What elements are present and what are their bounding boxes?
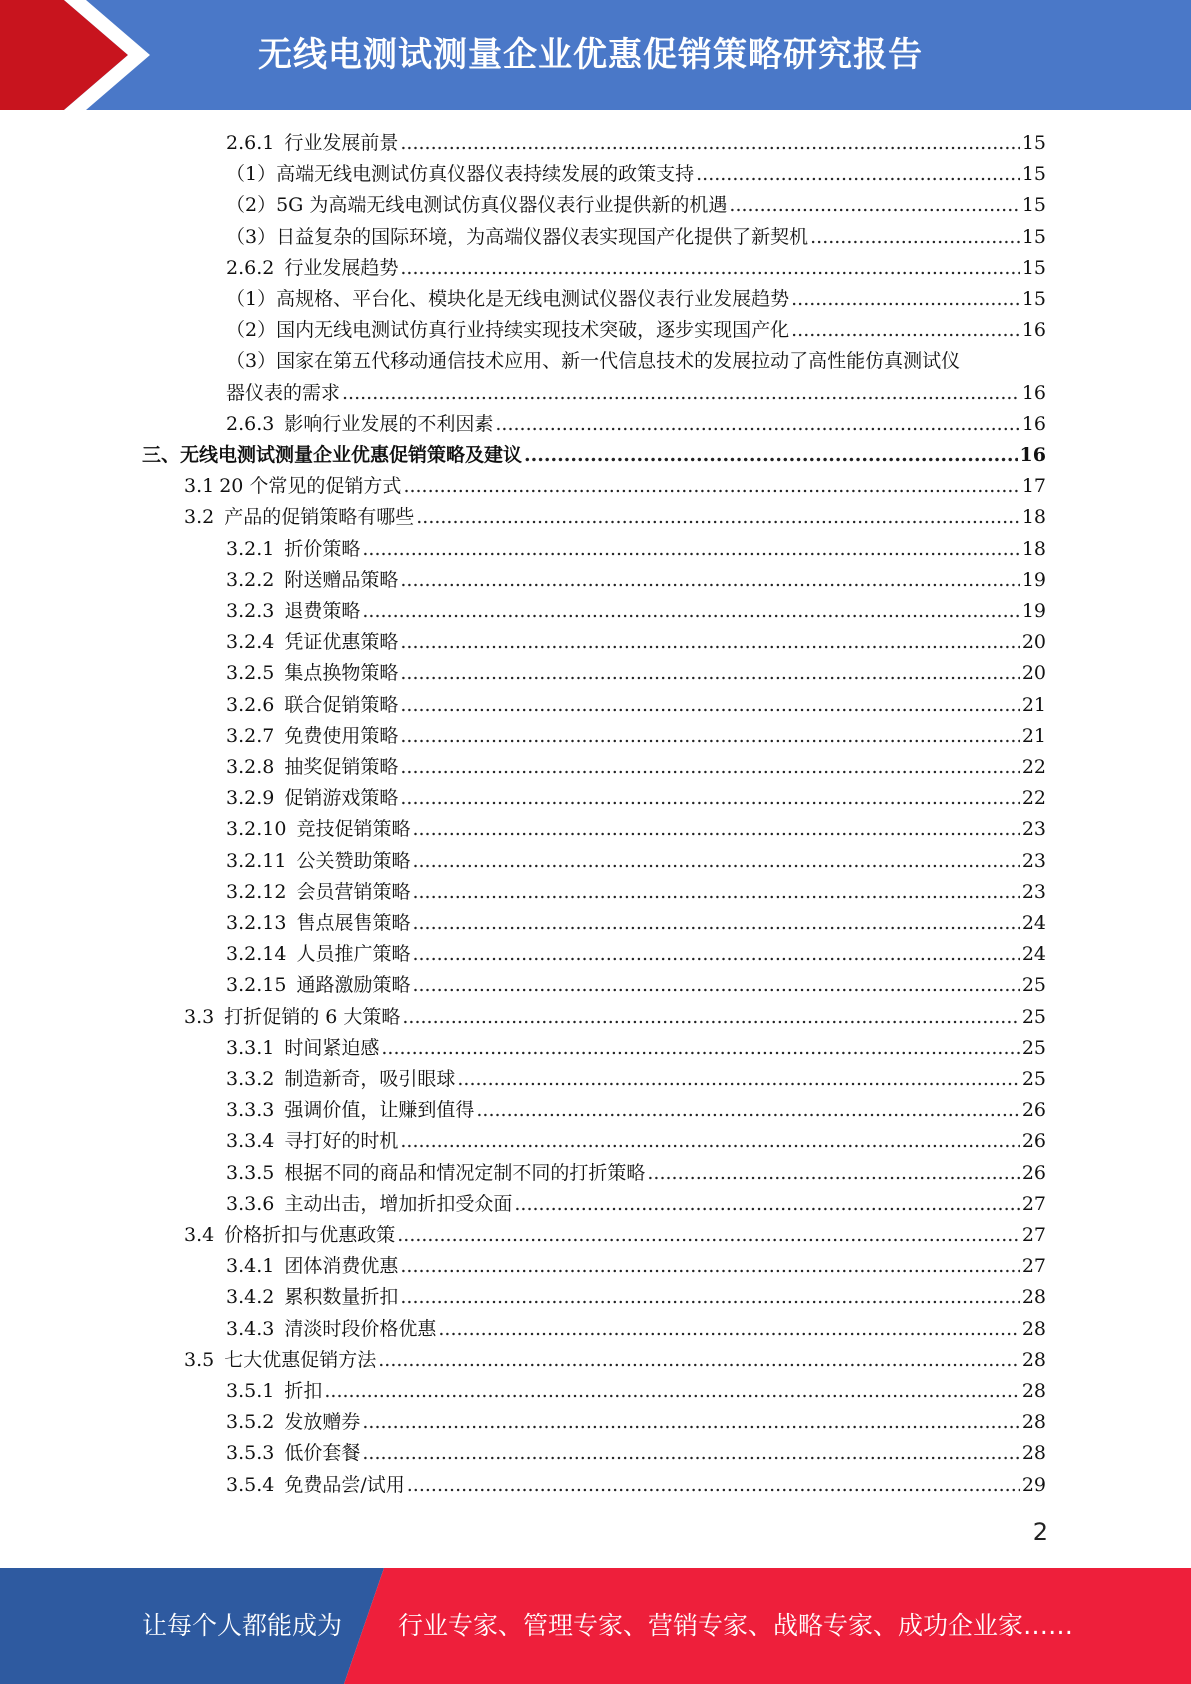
- toc-entry-number: （1）: [226, 288, 277, 310]
- toc-entry-title: 免费使用策略: [284, 724, 399, 747]
- toc-entry-title: 七大优惠促销方法: [224, 1348, 377, 1371]
- toc-entry-title: 折扣: [284, 1380, 323, 1402]
- toc-entry[interactable]: [226, 1407, 1046, 1438]
- toc-leader-dots: [791, 284, 1020, 315]
- toc-chapter-entry[interactable]: [142, 440, 1046, 471]
- toc-entry-number: 3.2.6: [226, 693, 275, 716]
- toc-entry[interactable]: [184, 1002, 1046, 1033]
- toc-entry[interactable]: [226, 409, 1046, 440]
- toc-entry-title: 无线电测试测量企业优惠促销策略及建议: [180, 444, 523, 466]
- toc-entry-page: 18: [1021, 537, 1046, 560]
- toc-entry-page: 19: [1021, 568, 1046, 591]
- toc-entry-number: 3.2: [184, 506, 215, 529]
- toc-entry-number: 3.2.11: [226, 849, 287, 872]
- toc-entry-number: 3.2.2: [226, 568, 275, 591]
- toc-entry-number: 3.5.4: [226, 1473, 275, 1496]
- toc-entry-page: 15: [1021, 163, 1046, 186]
- toc-leader-dots: [400, 253, 1019, 284]
- toc-entry[interactable]: [226, 190, 1046, 221]
- toc-leader-dots: [514, 1189, 1019, 1220]
- toc-entry[interactable]: [226, 690, 1046, 721]
- toc-entry-number: 2.6.3: [226, 412, 275, 435]
- toc-leader-dots: [729, 190, 1019, 221]
- toc-entry-page: 22: [1021, 756, 1046, 778]
- toc-entry[interactable]: [226, 939, 1046, 970]
- toc-entry-page: 24: [1021, 943, 1046, 966]
- toc-leader-dots: [362, 1407, 1019, 1438]
- toc-entry-title: 主动出击，增加折扣受众面: [284, 1192, 513, 1215]
- toc-entry[interactable]: [226, 1282, 1046, 1313]
- header-title: 无线电测试测量企业优惠促销策略研究报告: [258, 35, 923, 75]
- toc-leader-dots: [402, 1002, 1019, 1033]
- page-footer: [0, 1568, 1191, 1684]
- toc-entry-number: 3.2.12: [226, 880, 287, 903]
- toc-entry-number: 3.3.2: [226, 1068, 275, 1090]
- toc-entry-number: 3.3.1: [226, 1036, 275, 1059]
- toc-entry-title: 人员推广策略: [296, 943, 411, 966]
- toc-leader-dots: [400, 565, 1019, 596]
- toc-entry-title: 附送赠品策略: [284, 568, 399, 591]
- toc-entry-title: 清淡时段价格优惠: [284, 1317, 437, 1340]
- toc-entry[interactable]: [226, 783, 1046, 814]
- toc-entry-title: 促销游戏策略: [284, 787, 399, 810]
- toc-entry-page: 16: [1019, 444, 1046, 466]
- toc-entry-title: 根据不同的商品和情况定制不同的打折策略: [284, 1161, 646, 1184]
- footer-slogan-left: 让每个人都能成为: [142, 1611, 343, 1640]
- toc-leader-dots: [524, 440, 1018, 471]
- toc-entry-number: 3.2.9: [226, 787, 275, 810]
- toc-entry-number: （3）: [226, 225, 277, 248]
- toc-entry-title: 强调价值，让赚到值得: [284, 1099, 475, 1122]
- toc-leader-dots: [412, 877, 1019, 908]
- toc-entry-title: 价格折扣与优惠政策: [224, 1224, 396, 1246]
- toc-entry-page: 16: [1021, 381, 1046, 404]
- toc-leader-dots: [412, 939, 1019, 970]
- toc-entry[interactable]: [226, 284, 1046, 315]
- toc-entry[interactable]: [226, 315, 1046, 346]
- toc-leader-dots: [412, 846, 1019, 877]
- toc-leader-dots: [403, 471, 1019, 502]
- toc-leader-dots: [400, 658, 1019, 689]
- footer-slogan-right: 行业专家、管理专家、营销专家、战略专家、成功企业家……: [398, 1611, 1074, 1640]
- toc-leader-dots: [412, 908, 1019, 939]
- toc-entry-title: 低价套餐: [284, 1442, 361, 1465]
- toc-entry-number: 3.5.2: [226, 1411, 275, 1434]
- toc-entry-page: 25: [1021, 1068, 1046, 1090]
- toc-entry[interactable]: [226, 1064, 1046, 1095]
- toc-entry-number: 3.3.4: [226, 1130, 275, 1153]
- toc-entry-number: 3.1: [184, 475, 215, 498]
- toc-entry-number: （2）: [226, 319, 277, 342]
- toc-entry[interactable]: [226, 846, 1046, 877]
- toc-entry[interactable]: [226, 1470, 1046, 1501]
- toc-entry-number: 3.2.14: [226, 943, 287, 966]
- toc-entry-title: 抽奖促销策略: [284, 756, 399, 778]
- toc-entry[interactable]: [226, 565, 1046, 596]
- toc-entry-number: 3.2.15: [226, 974, 287, 997]
- toc-entry-number: 3.2.8: [226, 756, 275, 778]
- toc-entry-page: 15: [1021, 256, 1046, 279]
- toc-entry[interactable]: [184, 1220, 1046, 1251]
- toc-leader-dots: [397, 1220, 1020, 1251]
- toc-entry-number: 3.2.3: [226, 600, 275, 622]
- toc-entry-number: 3.2.13: [226, 912, 287, 934]
- toc-entry[interactable]: [226, 378, 1046, 409]
- toc-entry-title: 高端无线电测试仿真仪器仪表持续发展的政策支持: [276, 163, 695, 186]
- toc-entry[interactable]: [226, 814, 1046, 845]
- toc-entry-title: 国内无线电测试仿真行业持续实现技术突破，逐步实现国产化: [276, 319, 790, 342]
- toc-entry-page: 16: [1021, 412, 1046, 435]
- toc-entry-page: 22: [1021, 787, 1046, 810]
- toc-entry[interactable]: [226, 1126, 1046, 1157]
- toc-entry-number: （2）: [226, 194, 277, 217]
- toc-leader-dots: [400, 1282, 1019, 1313]
- toc-entry-title: 凭证优惠策略: [284, 631, 399, 654]
- toc-entry[interactable]: [184, 471, 1046, 502]
- toc-leader-dots: [412, 814, 1019, 845]
- toc-entry-number: 3.2.10: [226, 818, 287, 841]
- toc-entry[interactable]: [226, 658, 1046, 689]
- toc-entry[interactable]: [226, 970, 1046, 1001]
- toc-entry[interactable]: [226, 877, 1046, 908]
- toc-entry-page: 27: [1021, 1255, 1046, 1278]
- toc-entry-page: 26: [1021, 1161, 1046, 1184]
- toc-leader-dots: [362, 1438, 1019, 1469]
- toc-leader-dots: [495, 409, 1019, 440]
- toc-entry-number: 3.5.1: [226, 1380, 275, 1402]
- toc-entry[interactable]: [226, 1376, 1046, 1407]
- toc-entry-page: 25: [1021, 974, 1046, 997]
- toc-leader-dots: [362, 534, 1019, 565]
- toc-entry-number: （3）: [226, 350, 277, 373]
- toc-entry-title: 团体消费优惠: [284, 1255, 399, 1278]
- toc-leader-dots: [400, 752, 1019, 783]
- toc-entry[interactable]: [226, 596, 1046, 627]
- toc-leader-dots: [476, 1095, 1019, 1126]
- toc-entry-page: 24: [1021, 912, 1046, 934]
- toc-entry[interactable]: [226, 1158, 1046, 1189]
- toc-entry-number: （1）: [226, 163, 277, 186]
- toc-entry[interactable]: [226, 1033, 1046, 1064]
- toc-entry-page: 25: [1021, 1005, 1046, 1028]
- toc-leader-dots: [791, 315, 1020, 346]
- toc-entry[interactable]: [226, 253, 1046, 284]
- toc-entry-page: 28: [1021, 1380, 1046, 1402]
- toc-entry-title-continued: 器仪表的需求: [226, 381, 341, 404]
- toc-entry-title: 退费策略: [284, 600, 361, 622]
- toc-entry-title: 会员营销策略: [296, 880, 411, 903]
- toc-entry-page: 23: [1021, 818, 1046, 841]
- toc-entry-number: 2.6.1: [226, 132, 275, 154]
- toc-entry-page: 27: [1021, 1224, 1046, 1246]
- toc-entry-number: 3.2.1: [226, 537, 275, 560]
- toc-entry-title: 累积数量折扣: [284, 1286, 399, 1309]
- toc-entry[interactable]: [226, 534, 1046, 565]
- toc-entry-title: 售点展售策略: [296, 912, 411, 934]
- toc-entry-title: 通路激励策略: [296, 974, 411, 997]
- toc-leader-dots: [400, 627, 1019, 658]
- toc-entry-page: 21: [1021, 693, 1046, 716]
- toc-entry-title: 制造新奇，吸引眼球: [284, 1068, 456, 1090]
- toc-entry-first-line[interactable]: [226, 346, 1046, 377]
- toc-entry-number: 3.4.2: [226, 1286, 275, 1309]
- toc-entry-page: 19: [1021, 600, 1046, 622]
- toc-entry-number: 2.6.2: [226, 256, 275, 279]
- toc-entry-page: 26: [1021, 1130, 1046, 1153]
- toc-entry-page: 15: [1021, 132, 1046, 154]
- toc-entry-page: 20: [1021, 631, 1046, 654]
- toc-entry-page: 23: [1021, 880, 1046, 903]
- toc-entry-title: 免费品尝/试用: [284, 1473, 405, 1496]
- toc-leader-dots: [400, 690, 1019, 721]
- toc-entry-title: 公关赞助策略: [296, 849, 411, 872]
- toc-entry[interactable]: [226, 752, 1046, 783]
- toc-entry-title: 国家在第五代移动通信技术应用、新一代信息技术的发展拉动了高性能仿真测试仪: [276, 350, 961, 373]
- toc-entry-page: 20: [1021, 662, 1046, 685]
- toc-leader-dots: [381, 1033, 1019, 1064]
- toc-entry-page: 17: [1021, 475, 1046, 498]
- toc-entry-number: 3.3: [184, 1005, 215, 1028]
- toc-entry-title: 行业发展趋势: [284, 256, 399, 279]
- toc-entry[interactable]: [226, 128, 1046, 159]
- toc-entry-title: 联合促销策略: [284, 693, 399, 716]
- toc-leader-dots: [438, 1314, 1019, 1345]
- toc-entry-title: 影响行业发展的不利因素: [284, 412, 494, 435]
- toc-entry-page: 15: [1021, 288, 1046, 310]
- toc-entry-page: 28: [1021, 1317, 1046, 1340]
- toc-entry[interactable]: [226, 627, 1046, 658]
- toc-entry[interactable]: [226, 908, 1046, 939]
- toc-entry-page: 27: [1021, 1192, 1046, 1215]
- toc-leader-dots: [407, 1470, 1020, 1501]
- toc-leader-dots: [400, 1251, 1019, 1282]
- toc-entry-title: 折价策略: [284, 537, 361, 560]
- toc-entry-page: 25: [1021, 1036, 1046, 1059]
- toc-leader-dots: [412, 970, 1019, 1001]
- toc-leader-dots: [378, 1345, 1020, 1376]
- toc-entry[interactable]: [184, 502, 1046, 533]
- toc-entry-number: 3.5.3: [226, 1442, 275, 1465]
- toc-entry-title: 竞技促销策略: [296, 818, 411, 841]
- toc-leader-dots: [400, 1126, 1019, 1157]
- toc-entry[interactable]: [226, 1314, 1046, 1345]
- toc-entry-number: 3.2.4: [226, 631, 275, 654]
- toc-entry-page: 21: [1021, 724, 1046, 747]
- toc-leader-dots: [696, 159, 1020, 190]
- toc-entry-number: 3.4: [184, 1224, 215, 1246]
- toc-entry[interactable]: [226, 1251, 1046, 1282]
- toc-entry-number: 3.4.3: [226, 1317, 275, 1340]
- toc-entry-page: 26: [1021, 1099, 1046, 1122]
- toc-leader-dots: [324, 1376, 1019, 1407]
- toc-entry-page: 15: [1021, 225, 1046, 248]
- toc-entry-title: 20 个常见的促销方式: [219, 475, 402, 498]
- toc-entry-number: 三、: [142, 444, 181, 466]
- toc-entry-page: 16: [1021, 319, 1046, 342]
- toc-entry-title: 日益复杂的国际环境，为高端仪器仪表实现国产化提供了新契机: [276, 225, 809, 248]
- toc-entry-number: 3.3.6: [226, 1192, 275, 1215]
- toc-entry[interactable]: [226, 1438, 1046, 1469]
- toc-entry-title: 集点换物策略: [284, 662, 399, 685]
- toc-entry-page: 28: [1021, 1442, 1046, 1465]
- toc-entry-title: 发放赠券: [284, 1411, 361, 1434]
- toc-entry-number: 3.3.5: [226, 1161, 275, 1184]
- toc-leader-dots: [362, 596, 1019, 627]
- toc-entry-title: 行业发展前景: [284, 132, 399, 154]
- toc-entry-page: 29: [1021, 1473, 1046, 1496]
- toc-leader-dots: [342, 378, 1020, 409]
- toc-leader-dots: [457, 1064, 1019, 1095]
- toc-entry-title: 打折促销的 6 大策略: [224, 1005, 401, 1028]
- toc-entry[interactable]: [184, 1345, 1046, 1376]
- toc-leader-dots: [647, 1158, 1019, 1189]
- toc-entry[interactable]: [226, 222, 1046, 253]
- toc-entry[interactable]: [226, 1189, 1046, 1220]
- toc-entry-number: 3.5: [184, 1348, 215, 1371]
- toc-entry-number: 3.4.1: [226, 1255, 275, 1278]
- toc-leader-dots: [400, 128, 1019, 159]
- toc-entry-page: 28: [1021, 1411, 1046, 1434]
- toc-entry-page: 15: [1021, 194, 1046, 217]
- toc-leader-dots: [810, 222, 1020, 253]
- toc-entry[interactable]: [226, 721, 1046, 752]
- toc-entry-title: 时间紧迫感: [284, 1036, 380, 1059]
- page-number: 2: [1032, 1518, 1048, 1546]
- toc-entry-title: 高规格、平台化、模块化是无线电测试仪器仪表行业发展趋势: [276, 288, 790, 310]
- toc-entry-page: 18: [1021, 506, 1046, 529]
- toc-entry-page: 28: [1021, 1286, 1046, 1309]
- toc-entry-number: 3.2.7: [226, 724, 275, 747]
- toc-entry[interactable]: [226, 159, 1046, 190]
- toc-entry-title: 寻打好的时机: [284, 1130, 399, 1153]
- toc-leader-dots: [400, 783, 1019, 814]
- page-header: [0, 0, 1191, 110]
- toc-entry-number: 3.3.3: [226, 1099, 275, 1122]
- toc-entry[interactable]: [226, 1095, 1046, 1126]
- toc-entry-number: 3.2.5: [226, 662, 275, 685]
- toc-entry-title: 5G 为高端无线电测试仿真仪器仪表行业提供新的机遇: [276, 194, 728, 217]
- toc-entry-title: 产品的促销策略有哪些: [224, 506, 415, 529]
- toc-entry-page: 23: [1021, 849, 1046, 872]
- chevron-decoration-icon: [0, 0, 160, 110]
- toc-leader-dots: [400, 721, 1019, 752]
- toc-leader-dots: [416, 502, 1020, 533]
- toc-entry-page: 28: [1021, 1348, 1046, 1371]
